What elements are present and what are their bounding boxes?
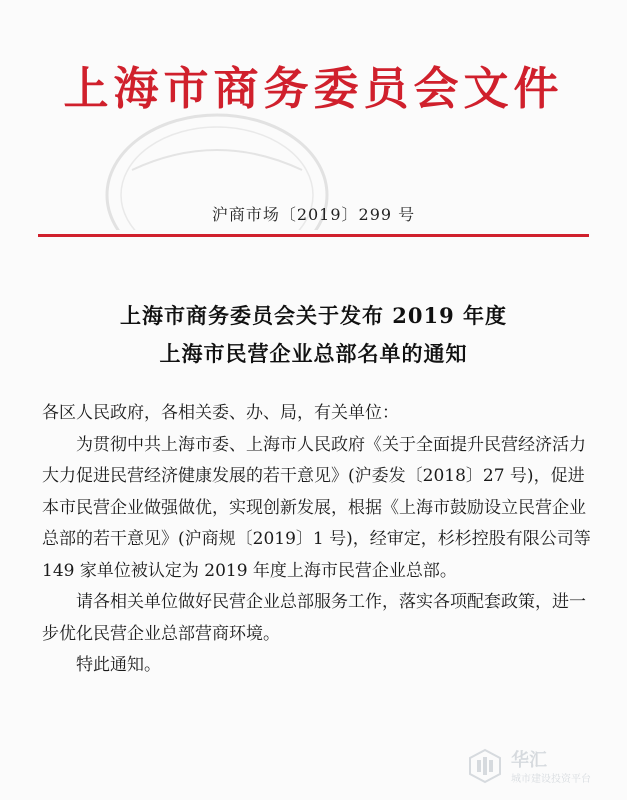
document-number: 沪商市场〔2019〕299 号 — [211, 205, 416, 224]
notice-title-line-2: 上海市民营企业总部名单的通知 — [159, 341, 468, 366]
notice-title-line-1: 上海市商务委员会关于发布 2019 年度 — [119, 303, 508, 328]
closing-line: 特此通知。 — [76, 655, 161, 675]
body-paragraph-1: 为贯彻中共上海市委、上海市人民政府《关于全面提升民营经济活力大力促进民营经济健康发展的若干意见》(沪委发〔2018〕27 号)，促进本市民营企业做强做优，实现创新发展，根据《上海市鼓励设立民营企业总部的若干意见》(沪商规〔2019〕1 号)，经审定，杉杉控股有限公司等 149 家单位被认定为 2019 年度上海市民营企业总部。 — [42, 434, 591, 581]
watermark-brand: 华汇 — [511, 750, 547, 771]
huahui-logo-icon — [467, 748, 503, 784]
watermark-subtitle: 城市建设投资平台 — [511, 774, 591, 785]
watermark — [467, 748, 617, 788]
notice-body — [42, 398, 596, 682]
body-paragraph-2: 请各相关单位做好民营企业总部服务工作，落实各项配套政策，进一步优化民营企业总部营商环境。 — [42, 592, 586, 644]
red-separator-line — [38, 234, 589, 237]
salutation: 各区人民政府，各相关委、办、局，有关单位： — [42, 403, 399, 423]
issuer-header: 上海市商务委员会文件 — [63, 62, 564, 115]
